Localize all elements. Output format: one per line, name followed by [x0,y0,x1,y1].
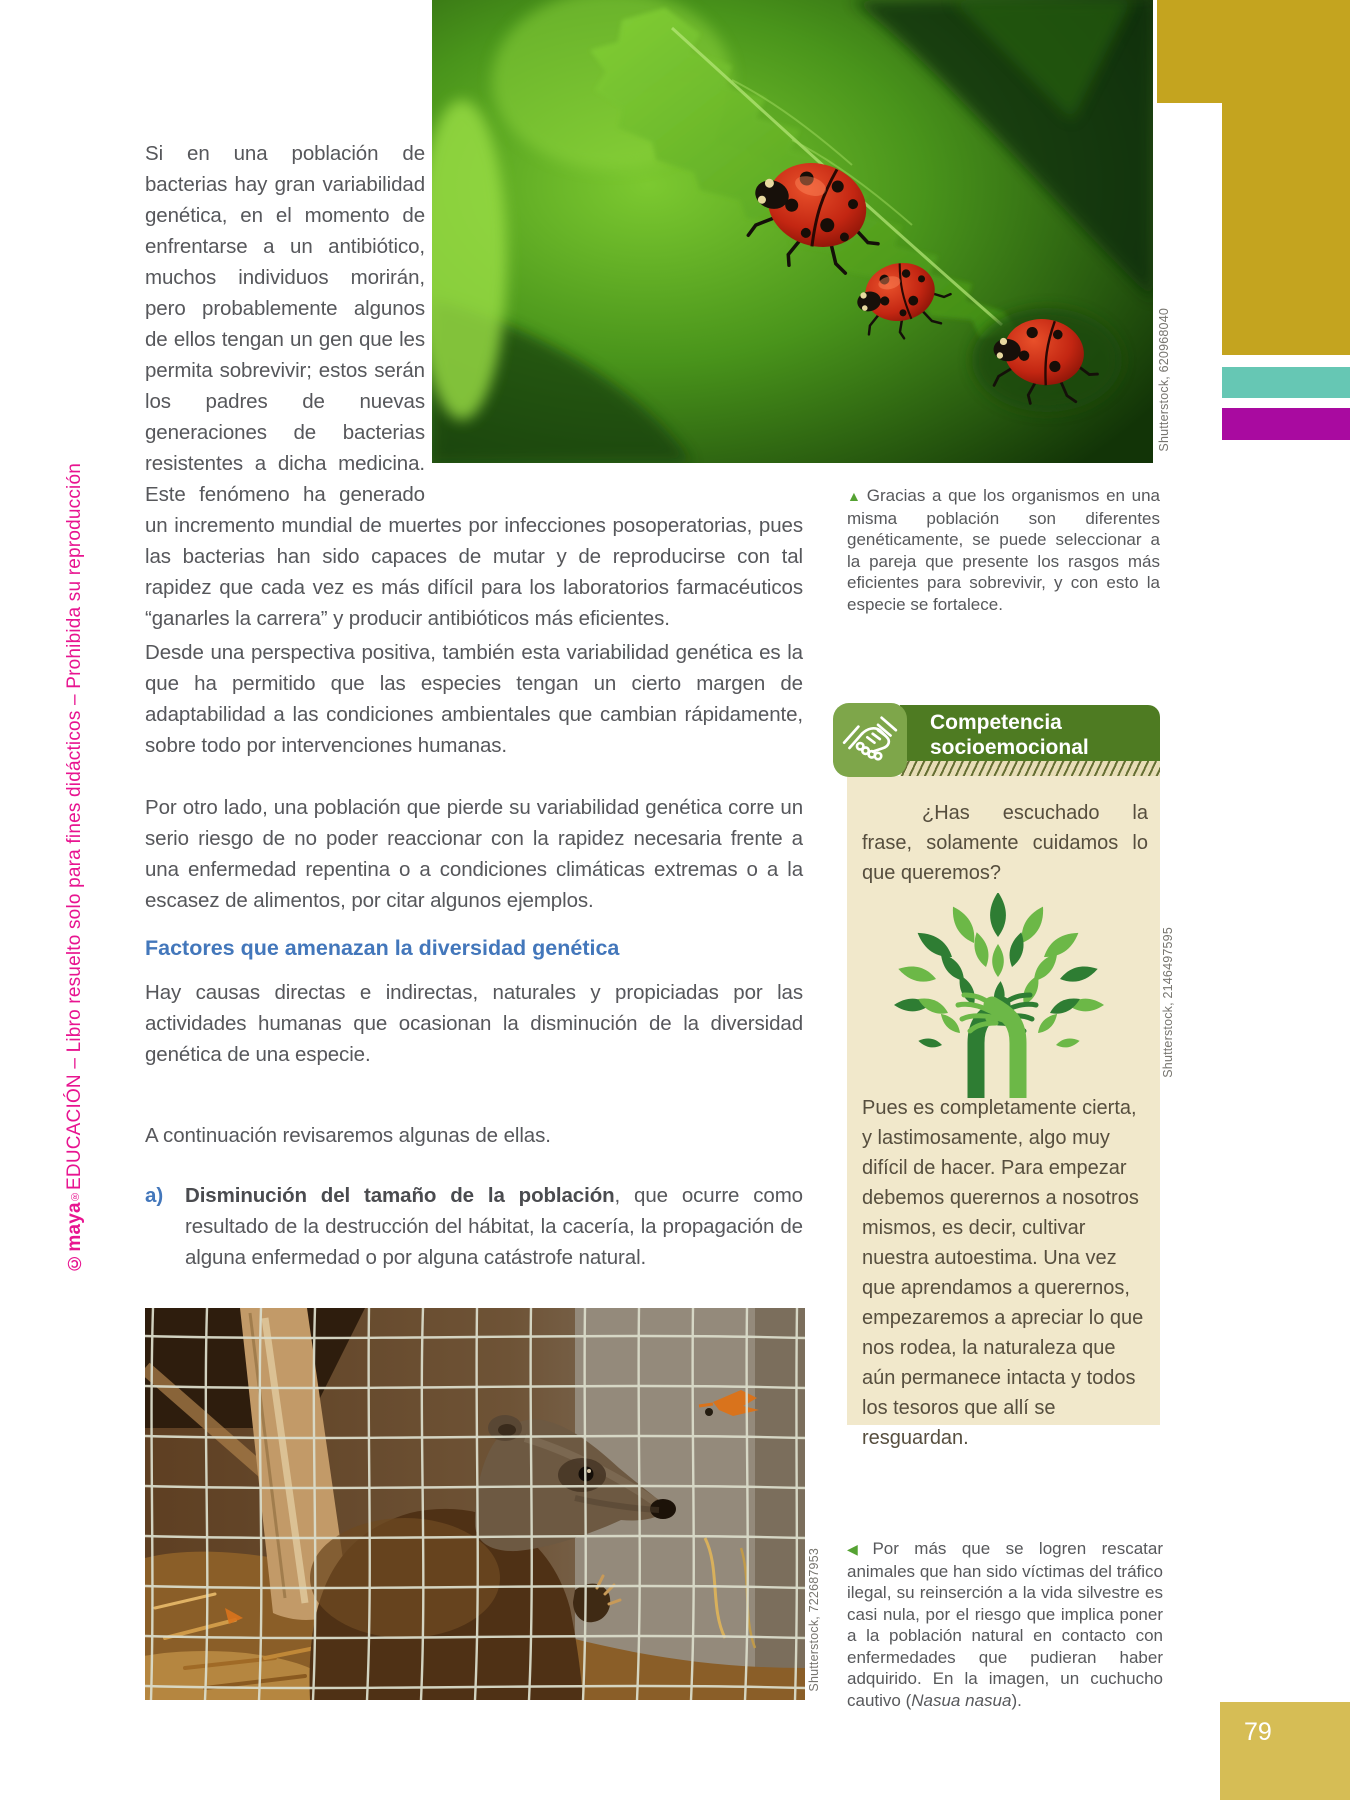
copyright-watermark [58,415,92,1320]
competencia-hatch-strip [900,761,1160,776]
coati-caption-end: ). [1011,1690,1022,1710]
paragraph-1-narrow: Si en una población de bacterias hay gran variabilidad genética, en el momento de enfrentarse a un antibiótico, muchos individuos morirán, pero probablemente algunos de ellos tengan un gen que les permita sobrevivir; estos serán los padres de nuevas generaciones de bacterias resistentes a dicha medicina. Este fenómeno ha generado [145,142,425,506]
list-item-a-text: , que ocurre como resultado de la destrucción del hábitat, la cacería, la propagación de alguna enfermedad o por alguna catástrofe natural. [185,1184,803,1269]
caption-triangle-up-icon: ▲ [847,488,863,504]
species-name: Nasua nasua [911,1690,1012,1710]
section-heading: Factores que amenazan la diversidad genética [145,936,620,960]
page-number-badge [1220,1702,1350,1800]
paragraph-1-wide: un incremento mundial de muertes por infecciones posoperatorias, pues las bacterias han sido capaces de mutar y de reproducirse con tal rapidez que cada vez es más difícil para los laboratorios farmacéuticos “ganarles la carrera” y producir antibióticos más eficientes. [145,514,803,630]
list-item-a-marker: a) [145,1184,164,1207]
competencia-title-line1: Competencia [930,711,1062,734]
competencia-body: Pues es completamente cierta, y lastimosamente, algo muy difícil de hacer. Para empezar debemos querernos a nosotros mismos, es decir, cultivar nuestra autoestima. Una vez que aprendamos a querernos, empezaremos a apreciar lo que nos rodea, la naturaleza que aún permanece intacta y todos los tesoros que allí se resguardan. [862,1097,1144,1449]
coati-caption [847,1538,1163,1711]
watermark-text: EDUCACIÓN – Libro resuelto solo para fines didácticos – Prohibida su reproducción [64,462,85,1190]
caption-triangle-left-icon: ◀ [847,1541,869,1557]
paragraph-5: A continuación revisaremos algunas de ellas. [145,1124,551,1147]
page-number: 79 [1244,1718,1272,1746]
coati-caption-text: Por más que se logren rescatar animales que han sido víctimas del tráfico ilegal, su reinserción a la vida silvestre es casi nula, por el riesgo que implica poner a la población natural en contacto con enfermedades que pudieran haber adquirido. En la imagen, un cuchucho cautivo ( [847,1539,1163,1710]
coati-photo [145,1308,805,1700]
tree-illustration-credit: Shutterstock, 2146497595 [1161,926,1175,1078]
competencia-header [900,705,1160,761]
intro-paragraph [145,138,803,634]
teal-bar [1222,367,1350,398]
coati-photo-illustration [145,1308,805,1700]
registered-mark: ® [69,1189,81,1202]
paragraph-3: Por otro lado, una población que pierde su variabilidad genética corre un serio riesgo de no poder reaccionar con la rapidez necesaria frente a una enfermedad repentina o a condiciones climáticas extremas o a la escasez de alimentos, por citar algunos ejemplos. [145,796,803,912]
ladybug-caption-text: Gracias a que los organismos en una misma población son diferentes genéticamente, se puede seleccionar a la pareja que presente los rasgos más eficientes para sobrevivir, y con esto la especie se fortalece. [847,486,1160,614]
magenta-bar [1222,408,1350,440]
list-item-a-title: Disminución del tamaño de la población [185,1184,615,1207]
publisher-logo: ©maya [64,1201,85,1273]
handshake-icon [833,703,907,777]
competencia-question: ¿Has escuchado la frase, solamente cuidamos lo que queremos? [862,802,1148,884]
ladybug-caption [847,485,1160,615]
paragraph-4: Hay causas directas e indirectas, naturales y propiciadas por las actividades humanas que ocasionan la disminución de la diversidad genética de una especie. [145,981,803,1066]
ladybug-photo-credit: Shutterstock, 620968040 [1157,308,1171,452]
photo-wrap-spacer [425,138,803,482]
list-item-a [145,1180,803,1273]
competencia-title-line2: socioemocional [930,736,1089,759]
coati-photo-credit: Shutterstock, 722687953 [807,1548,821,1692]
gold-side-block [1222,0,1350,355]
paragraph-2: Desde una perspectiva positiva, también esta variabilidad genética es la que ha permitido que las especies tengan un cierto margen de adaptabilidad a las condiciones ambientales que cambian rápidamente, sobre todo por intervenciones humanas. [145,641,803,757]
tree-hands-illustration [890,893,1110,1098]
